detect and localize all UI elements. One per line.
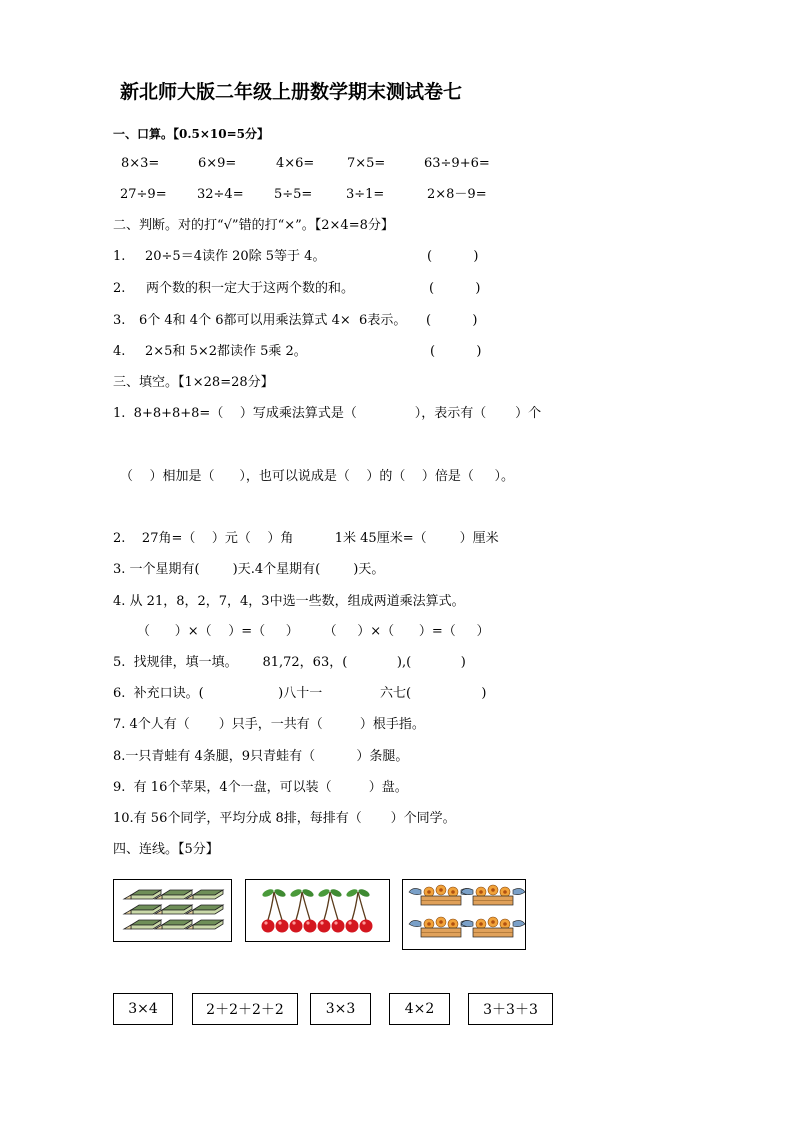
page-title: 新北师大版二年级上册数学期末测试卷七 bbox=[120, 81, 463, 103]
section4-heading: 四、连线。【5分】 bbox=[113, 842, 219, 857]
fill-question-5: 5. 找规律，填一填。 81,72，63，( ),( ) bbox=[113, 655, 466, 670]
judge-item-text: 6个 4和 4个 6都可以用乘法算式 4× 6表示。 bbox=[139, 313, 407, 328]
judge-item-number: 2. bbox=[113, 281, 126, 296]
oral-calc-item: 2×8－9= bbox=[427, 187, 487, 202]
fill-question-2: 2. 27角=（ ）元（ ）角 1米 45厘米=（ ）厘米 bbox=[113, 531, 499, 546]
answer-box-2plus2plus2plus2[interactable]: 2＋2＋2＋2 bbox=[192, 993, 298, 1025]
judge-item-number: 1. bbox=[113, 249, 126, 264]
pencil-icon bbox=[114, 880, 231, 941]
oral-calc-item: 4×6= bbox=[276, 156, 315, 171]
pencils-picture[interactable] bbox=[113, 879, 232, 942]
section2-heading: 二、判断。对的打“√”错的打“×”。【2×4=8分】 bbox=[113, 218, 394, 233]
section3-heading: 三、填空。【1×28=28分】 bbox=[113, 375, 274, 390]
oral-calc-item: 3÷1= bbox=[346, 187, 385, 202]
judge-item-text: 20÷5＝4读作 20除 5等于 4。 bbox=[145, 249, 326, 264]
oral-calc-item: 7×5= bbox=[347, 156, 386, 171]
cherry-icon bbox=[246, 880, 389, 941]
oral-calc-item: 8×3= bbox=[121, 156, 160, 171]
fill-question-9: 9. 有 16个苹果，4个一盘，可以装（ ）盘。 bbox=[113, 780, 408, 795]
answer-box-3x3[interactable]: 3×3 bbox=[310, 993, 371, 1025]
fill-question-8: 8.一只青蛙有 4条腿，9只青蛙有（ ）条腿。 bbox=[113, 749, 409, 764]
oral-calc-item: 63÷9+6= bbox=[424, 156, 490, 171]
judge-answer-paren[interactable]: ( ) bbox=[430, 344, 482, 359]
fill-question-6: 6. 补充口诀。( )八十一 六七( ) bbox=[113, 686, 487, 701]
fill-question-4-blanks: （ ）×（ ）=（ ） （ ）×（ ）=（ ） bbox=[137, 624, 490, 639]
flower-baskets-picture[interactable] bbox=[402, 879, 526, 950]
oral-calc-item: 32÷4= bbox=[197, 187, 244, 202]
fill-question-1: 1. 8+8+8+8=（ ）写成乘法算式是（ ），表示有（ ）个 bbox=[113, 406, 542, 421]
flower-basket-icon bbox=[403, 880, 525, 949]
fill-question-7: 7. 4个人有（ ）只手，一共有（ ）根手指。 bbox=[113, 717, 425, 732]
fill-question-3: 3. 一个星期有( )天.4个星期有( )天。 bbox=[113, 562, 385, 577]
oral-calc-item: 27÷9= bbox=[120, 187, 167, 202]
answer-box-3plus3plus3[interactable]: 3＋3＋3 bbox=[468, 993, 553, 1025]
judge-item-number: 3. bbox=[113, 313, 126, 328]
section1-heading: 一、口算。【0.5×10=5分】 bbox=[113, 127, 270, 141]
judge-answer-paren[interactable]: ( ) bbox=[427, 249, 479, 264]
fill-question-1-cont: （ ）相加是（ ），也可以说成是（ ）的（ ）倍是（ ）。 bbox=[120, 469, 515, 484]
oral-calc-item: 6×9= bbox=[198, 156, 237, 171]
oral-calc-item: 5÷5= bbox=[274, 187, 313, 202]
judge-item-text: 2×5和 5×2都读作 5乘 2。 bbox=[145, 344, 307, 359]
cherries-picture[interactable] bbox=[245, 879, 390, 942]
fill-question-4: 4. 从 21，8，2，7，4，3中选一些数，组成两道乘法算式。 bbox=[113, 594, 465, 609]
answer-box-3x4[interactable]: 3×4 bbox=[113, 993, 173, 1025]
answer-box-4x2[interactable]: 4×2 bbox=[389, 993, 450, 1025]
judge-answer-paren[interactable]: ( ) bbox=[426, 313, 478, 328]
judge-answer-paren[interactable]: ( ) bbox=[429, 281, 481, 296]
fill-question-10: 10.有 56个同学，平均分成 8排，每排有（ ）个同学。 bbox=[113, 811, 456, 826]
judge-item-text: 两个数的积一定大于这两个数的和。 bbox=[146, 281, 355, 296]
judge-item-number: 4. bbox=[113, 344, 126, 359]
